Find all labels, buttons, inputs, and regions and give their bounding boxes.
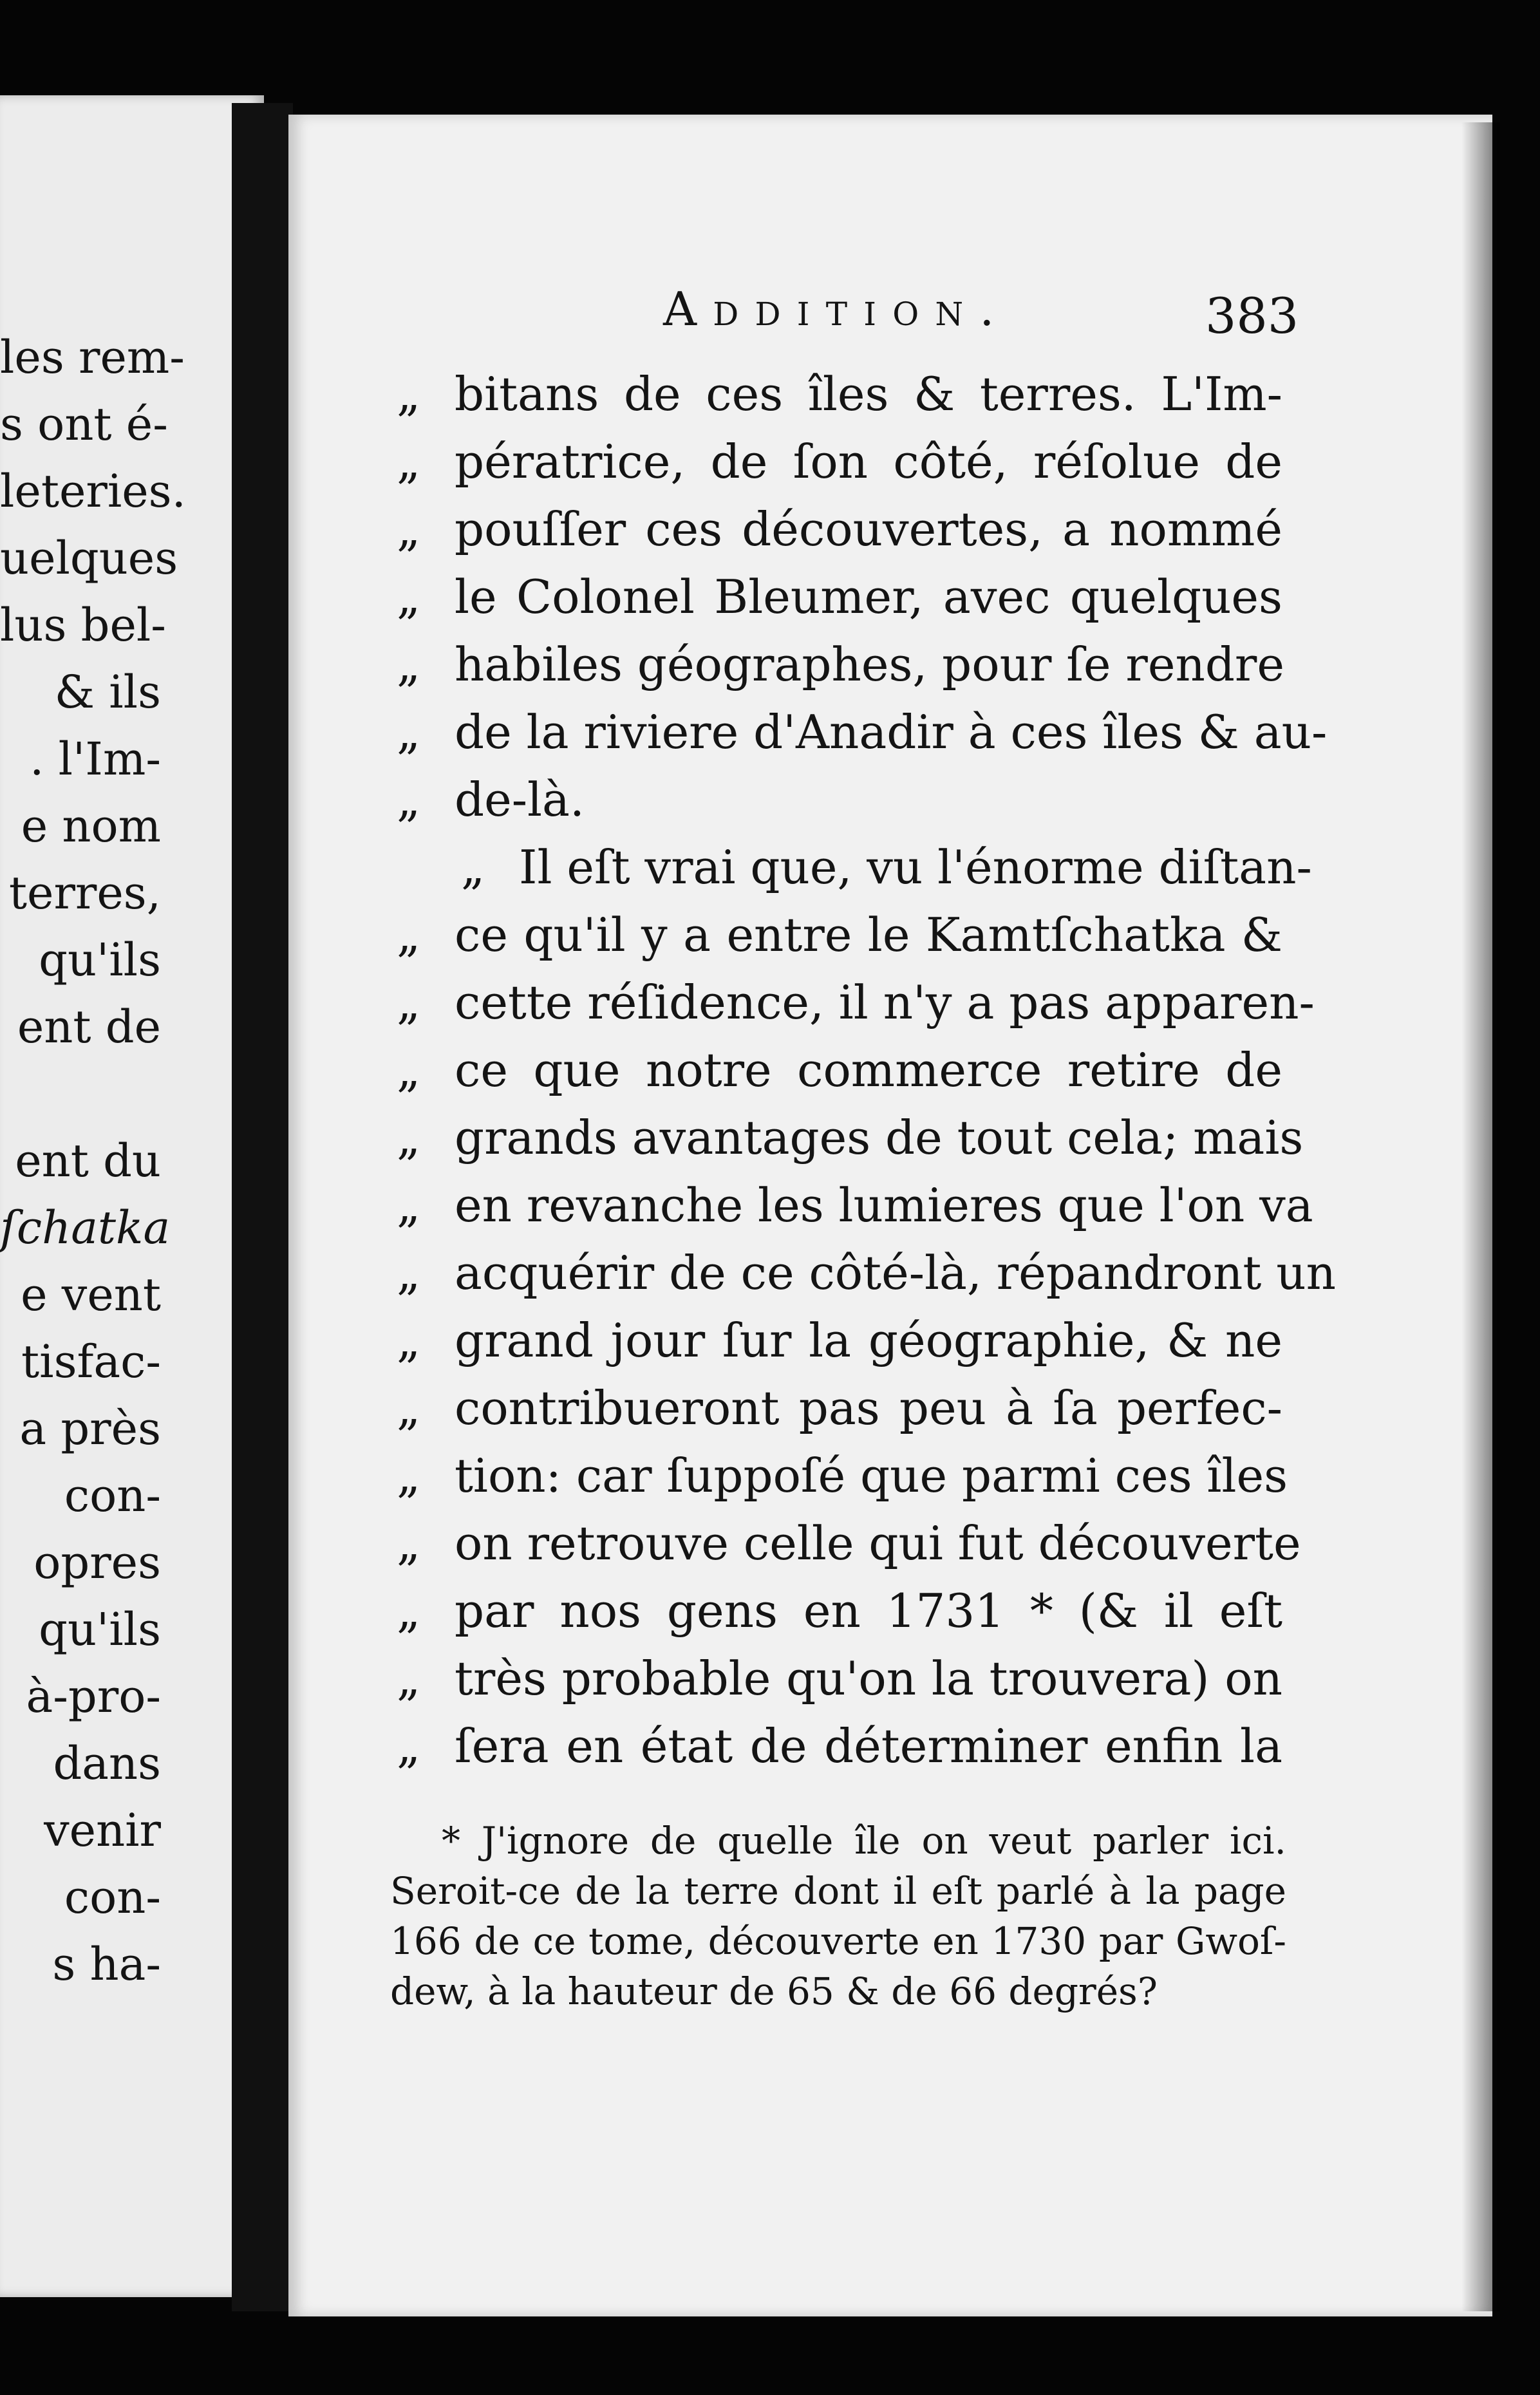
left-line: con- [64, 1469, 161, 1522]
left-line: ſchatka [0, 1201, 171, 1254]
text-line: „ cette réſidence, il n'y a pas apparen- [397, 969, 1282, 1037]
quote-mark: „ [397, 570, 421, 624]
left-line: ent du [15, 1134, 161, 1187]
quote-mark: „ [397, 367, 421, 421]
footnote-line: 166 de ce tome, découverte en 1730 par Gwoſ- [390, 1919, 1286, 1963]
quote-mark: „ [397, 773, 421, 827]
quote-mark: „ [397, 435, 421, 489]
left-line: dans [53, 1737, 161, 1790]
text-line: „ ce qu'il y a entre le Kamtſchatka & [397, 901, 1282, 969]
text-line: „ grands avantages de tout cela; mais [397, 1104, 1282, 1172]
quote-mark: „ [397, 1584, 421, 1638]
left-line: qu'ils [39, 934, 161, 986]
text-line: „ le Colonel Bleumer, avec quelques [397, 563, 1282, 631]
left-line: leteries. [0, 465, 186, 518]
quote-mark: „ [397, 705, 421, 759]
book-gutter [232, 103, 293, 2311]
text-line: „ Il eſt vrai que, vu l'énorme diſtan- [397, 834, 1282, 901]
text-line: „ ſera en état de déterminer enfin la [397, 1713, 1282, 1780]
text-line: „ grand jour ſur la géographie, & ne [397, 1307, 1282, 1375]
quote-mark: „ [397, 502, 421, 556]
left-line: qu'ils [39, 1603, 161, 1656]
footnote-line: * J'ignore de quelle île on veut parler ici. [442, 1819, 1286, 1863]
quote-mark: „ [397, 1381, 421, 1435]
quote-mark: „ [397, 1313, 421, 1367]
left-line: s ont é- [0, 398, 168, 451]
text-line: „ acquérir de ce côté-là, répandront un [397, 1239, 1282, 1307]
left-line: à-pro- [26, 1670, 161, 1723]
left-line: e vent [21, 1268, 161, 1321]
quote-mark: „ [397, 1651, 421, 1705]
left-line: a près [19, 1402, 161, 1455]
page-edge-shadow [1461, 122, 1500, 2311]
quote-mark: „ [397, 975, 421, 1029]
text-line: „ par nos gens en 1731 * (& il eſt [397, 1577, 1282, 1645]
left-line: . l'Im- [30, 733, 161, 785]
left-page-text [0, 324, 264, 1998]
text-line: „ on retrouve celle qui fut découverte [397, 1510, 1282, 1577]
running-head: Addition. [663, 282, 1011, 336]
page-number: 383 [1205, 287, 1299, 344]
quote-mark: „ [397, 637, 421, 691]
left-line: s ha- [52, 1938, 161, 1991]
text-line: „ habiles géographes, pour ſe rendre [397, 631, 1282, 699]
left-line: venir [44, 1804, 161, 1857]
quote-mark: „ [397, 908, 421, 962]
quote-mark: „ [397, 1178, 421, 1232]
body-text [397, 361, 1336, 1780]
text-line: „ pératrice, de ſon côté, réſolue de [397, 428, 1282, 496]
left-page [0, 95, 264, 2297]
left-line: opres [33, 1536, 161, 1589]
text-line: „ de-là. [397, 766, 1282, 834]
left-line: tisfac- [21, 1335, 161, 1388]
left-line: uelques [0, 532, 178, 585]
quote-mark: „ [397, 1719, 421, 1773]
left-line: terres, [8, 867, 161, 919]
footnote [390, 1816, 1286, 2016]
quote-mark: „ [397, 1111, 421, 1165]
quote-mark: „ [397, 1449, 421, 1503]
left-line: ent de [17, 1000, 161, 1053]
text-line: „ pouſſer ces découvertes, a nommé [397, 496, 1282, 563]
footnote-line: dew, à la hauteur de 65 & de 66 degrés? [390, 1969, 1158, 2013]
text-line: „ en revanche les lumieres que l'on va [397, 1172, 1282, 1239]
text-line: „ tion: car ſuppoſé que parmi ces îles [397, 1442, 1282, 1510]
quote-mark: „ [397, 1516, 421, 1570]
left-line: e nom [21, 800, 161, 852]
quote-mark: „ [461, 840, 485, 894]
left-line: con- [64, 1871, 161, 1924]
quote-mark: „ [397, 1043, 421, 1097]
left-line [0, 1060, 264, 1127]
left-line: lus bel- [0, 599, 166, 652]
text-line: „ très probable qu'on la trouvera) on [397, 1645, 1282, 1713]
text-line: „ bitans de ces îles & terres. L'Im- [397, 361, 1282, 428]
text-line: „ contribueront pas peu à ſa perfec- [397, 1375, 1282, 1442]
footnote-line: Seroit-ce de la terre dont il eſt parlé à la page [390, 1869, 1286, 1913]
left-line: & ils [54, 666, 161, 718]
left-line: les rem- [0, 331, 185, 384]
text-line: „ ce que notre commerce retire de [397, 1037, 1282, 1104]
quote-mark: „ [397, 1246, 421, 1300]
text-line: „ de la riviere d'Anadir à ces îles & au- [397, 699, 1282, 766]
